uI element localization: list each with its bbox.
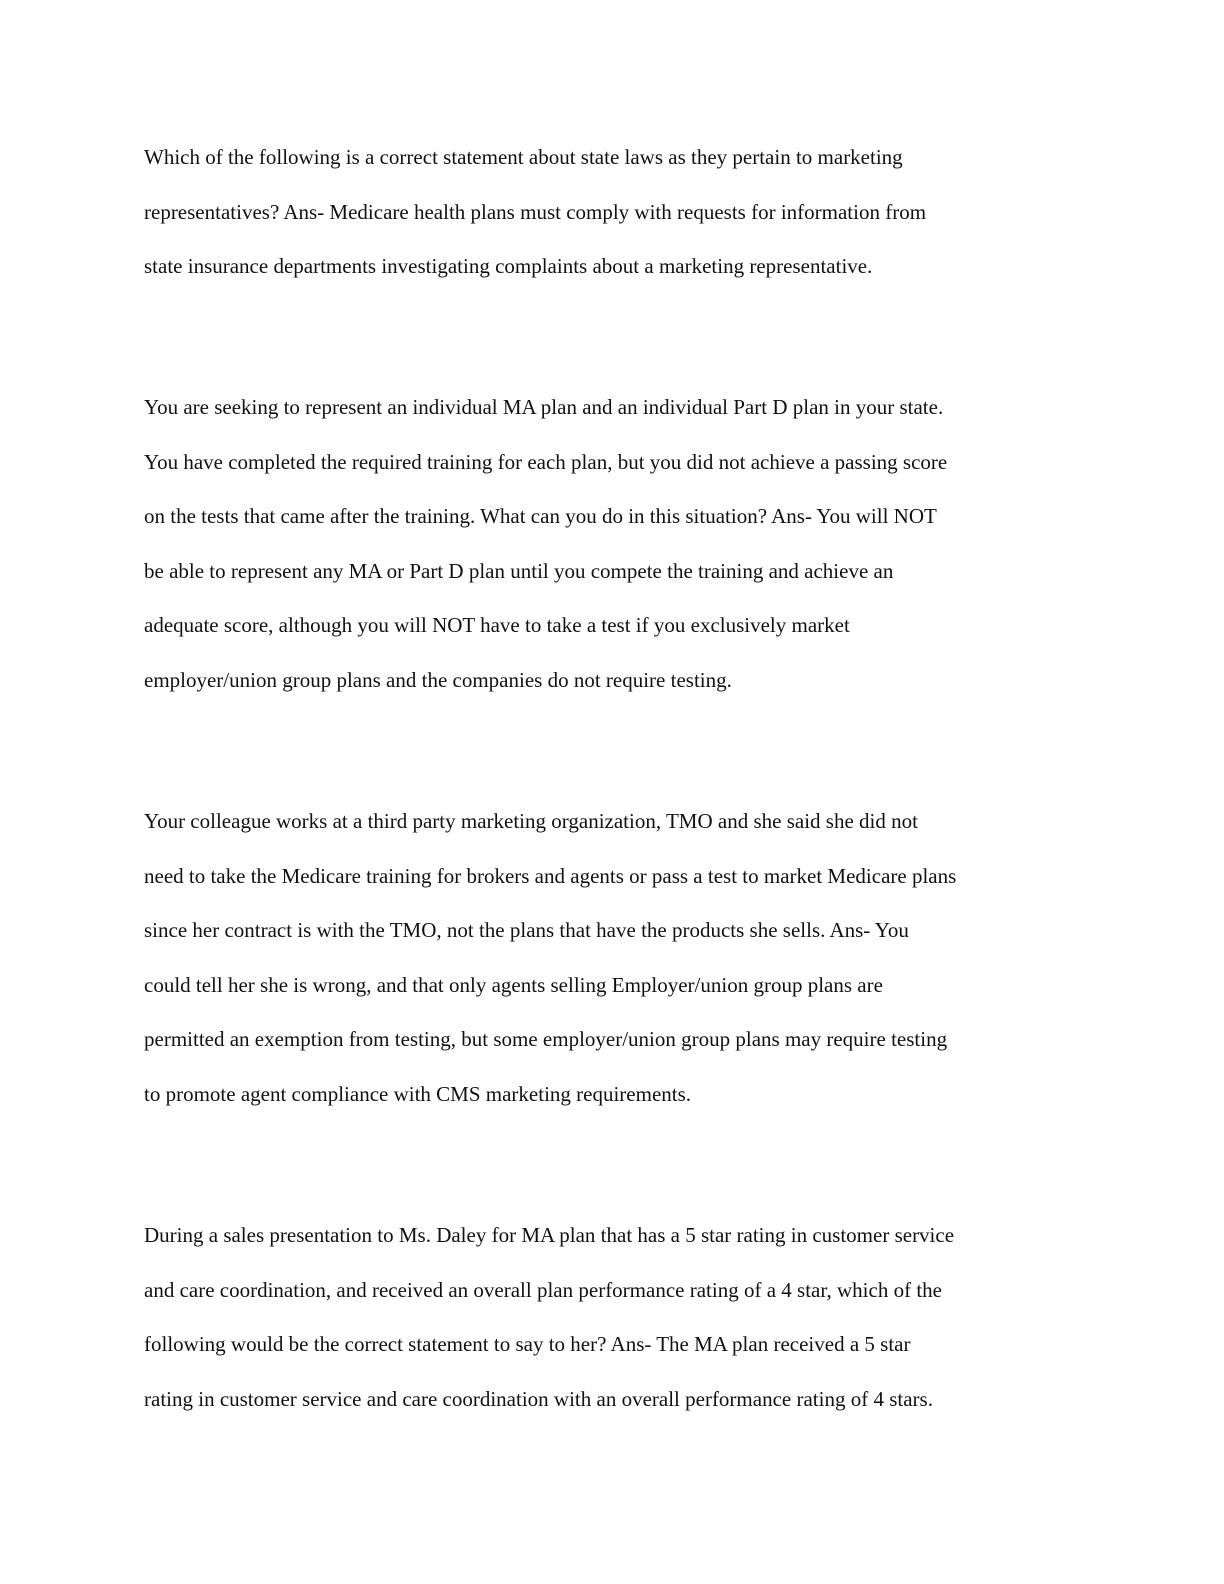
text-line: be able to represent any MA or Part D plan until you compete the training and achieve an (144, 558, 894, 583)
text-line: and care coordination, and received an overall plan performance rating of a 4 star, which of the (144, 1277, 942, 1302)
text-line: permitted an exemption from testing, but some employer/union group plans may require testing (144, 1027, 948, 1051)
text-line: adequate score, although you will NOT have to take a test if you exclusively market (144, 613, 850, 637)
text-line: employer/union group plans and the companies do not require testing. (144, 667, 732, 692)
text-line: since her contract is with the TMO, not the plans that have the products she sells. Ans- You (144, 918, 909, 942)
text-line: on the tests that came after the training. What can you do in this situation? Ans- You will NOT (144, 504, 937, 528)
text-line: Your colleague works at a third party marketing organization, TMO and she said she did not (144, 809, 918, 833)
text-line: need to take the Medicare training for brokers and agents or pass a test to market Medicare plans (144, 863, 957, 888)
question-answer-3 (144, 794, 1079, 1121)
text-line: Which of the following is a correct statement about state laws as they pertain to marketing (144, 145, 903, 169)
text-line: could tell her she is wrong, and that only agents selling Employer/union group plans are (144, 972, 883, 997)
question-answer-2 (144, 380, 1079, 707)
text-line: state insurance departments investigating complaints about a marketing representative. (144, 254, 873, 278)
question-answer-1 (144, 130, 1079, 294)
text-line: You have completed the required training for each plan, but you did not achieve a passing score (144, 449, 948, 474)
question-answer-4 (144, 1208, 1079, 1426)
text-line: to promote agent compliance with CMS marketing requirements. (144, 1081, 692, 1106)
text-line: During a sales presentation to Ms. Daley for MA plan that has a 5 star rating in customer service (144, 1223, 955, 1247)
text-line: rating in customer service and care coordination with an overall performance rating of 4 stars. (144, 1386, 933, 1411)
text-line: following would be the correct statement to say to her? Ans- The MA plan received a 5 star (144, 1332, 911, 1356)
text-line: You are seeking to represent an individual MA plan and an individual Part D plan in your state. (144, 395, 944, 419)
text-line: representatives? Ans- Medicare health plans must comply with requests for information from (144, 199, 927, 224)
